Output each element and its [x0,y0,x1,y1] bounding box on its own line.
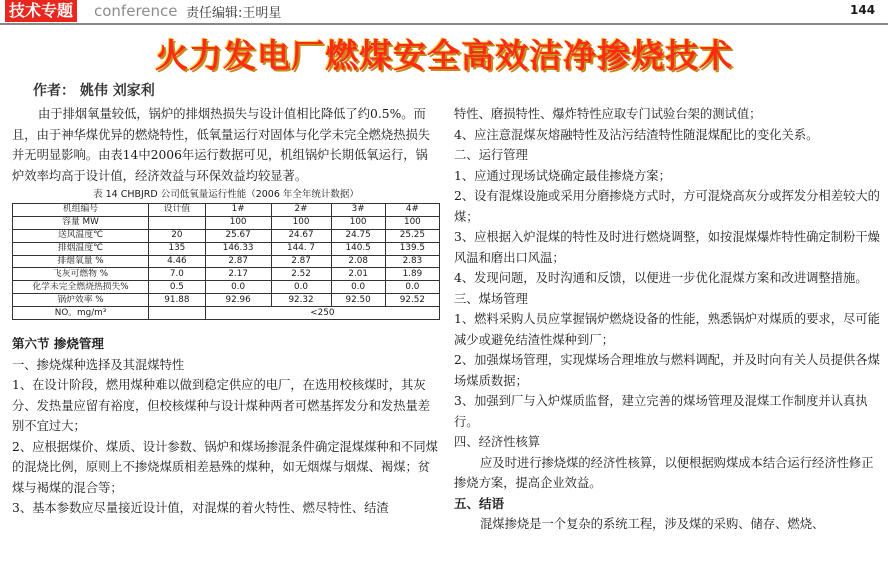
list-item: 3、基本参数应尽量接近设计值，对混煤的着火特性、燃尽特性、结渣 [12,501,389,516]
table-cell: 140.5 [331,242,385,255]
table-cell: 92.96 [205,294,271,307]
spacer [12,320,440,334]
row-label-cell: 锅炉效率 % [13,294,149,307]
list-item: 2、应根据煤价、煤质、设计参数、锅炉和煤场掺混条件确定混煤煤种和不同煤的混烧比例，原则上不掺烧煤质相差悬殊的煤种，如无烟煤与烟煤、褐煤；贫煤与褐煤的混合等； [12,439,438,495]
list-item: 4、应注意混煤灰熔融特性及沾污结渣特性随混煤配比的变化关系。 [454,127,819,142]
table-header-cell: 2# [271,204,331,217]
table-cell: <250 [205,307,439,320]
page-number: 144 [850,3,876,17]
table-caption: 表 14 CHBJRD 公司低氧量运行性能（2006 年全年统计数据） [93,189,359,200]
table-row [13,216,440,229]
table-header-cell: 3# [331,204,385,217]
editor-credit: 责任编辑:王明星 [186,6,282,21]
table-cell: 24.67 [271,229,331,242]
header-divider [0,23,888,25]
list-item: 1、应通过现场试烧确定最佳掺烧方案； [454,168,671,183]
continued-text: 特性、磨损特性、爆炸特性应取专门试验台架的测试值； [454,107,762,121]
table-cell: 24.75 [331,229,385,242]
table-cell: 144. 7 [271,242,331,255]
table-header-row [13,204,440,217]
conference-label: conference [94,2,178,20]
table-cell: 2.87 [271,255,331,268]
table-cell: 139.5 [385,242,439,255]
right-column [454,104,884,535]
table-cell: 4.46 [149,255,206,268]
list-item: 3、加强到厂与入炉煤质监督，建立完善的煤场管理及混煤工作制度并认真执行。 [454,394,868,429]
row-label-cell: NO。mg/m³ [13,307,149,320]
row-label-cell: 化学未完全燃烧热损失% [13,281,149,294]
article-title: 火力发电厂燃煤安全高效洁净掺烧技术 [155,36,733,75]
list-item: 4、发现问题，及时沟通和反馈，以便进一步优化混煤方案和改进调整措施。 [454,271,868,285]
table-cell: 25.67 [205,229,271,242]
table-row [13,307,440,320]
row-label-cell: 飞灰可燃物 % [13,268,149,281]
table-cell: 2.87 [205,255,271,268]
table-cell: 92.50 [331,294,385,307]
table-cell: 2.01 [331,268,385,281]
subsection-heading: 四、经济性核算 [454,435,541,449]
row-label-cell: 排烟温度℃ [13,242,149,255]
table-header-cell: 设计值 [149,204,206,217]
table-cell: 100 [205,216,271,229]
conclusion-heading: 五、结语 [454,495,505,511]
table-cell: 100 [271,216,331,229]
table-row [13,281,440,294]
list-item: 1、燃料采购人员应掌握锅炉燃烧设备的性能，熟悉锅炉对煤质的要求，尽可能减少或避免结渣性煤种到厂； [454,312,880,347]
table-cell: 0.5 [149,281,206,294]
list-item: 1、在设计阶段，燃用煤种难以做到稳定供应的电厂，在选用校核煤时，其灰分、发热量应留有裕度，但校核煤种与设计煤种两者可燃基挥发分和发热量差别不宜过大； [12,378,431,434]
intro-paragraph: 由于排烟氧量较低，锅炉的排烟热损失与设计值相比降低了约0.5%。而且，由于神华煤优异的燃烧特性，低氧量运行对固体与化学未完全燃烧热损失并无明显影响。由表14中2006年运行数据可见，机组锅炉长期低氧运行，锅炉效率均高于设计值，经济效益与环保效益均较显著。 [12,107,431,183]
row-label-cell: 容量 MW [13,216,149,229]
article-authors: 作者： 姚伟 刘家利 [33,83,155,99]
table-cell [149,216,206,229]
table-cell: 2.08 [331,255,385,268]
left-column [12,104,440,519]
table-cell: 2.83 [385,255,439,268]
table-cell: 7.0 [149,268,206,281]
table-cell: 92.32 [271,294,331,307]
conclusion-paragraph: 混煤掺烧是一个复杂的系统工程，涉及煤的采购、储存、燃烧、 [480,517,825,531]
subsection-heading: 三、煤场管理 [454,291,528,306]
table-cell: 0.0 [205,281,271,294]
table-cell: 91.88 [149,294,206,307]
table-header-cell: 1# [205,204,271,217]
table-cell: 92.52 [385,294,439,307]
table-header-cell: 4# [385,204,439,217]
table-row [13,229,440,242]
table-cell: 0.0 [271,281,331,294]
section-heading: 第六节 掺烧管理 [12,336,104,352]
table-cell: 25.25 [385,229,439,242]
table-cell: 100 [331,216,385,229]
subsection-heading: 二、运行管理 [454,148,528,162]
economics-paragraph: 应及时进行掺烧煤的经济性核算，以便根据购煤成本结合运行经济性修正掺烧方案，提高企业效益。 [454,455,874,490]
subsection-heading: 一、掺烧煤种选择及其混煤特性 [12,357,185,372]
table-cell: 0.0 [385,281,439,294]
list-item: 2、设有混煤设施或采用分磨掺烧方式时，方可混烧高灰分或挥发分相差较大的煤； [454,189,880,224]
list-item: 3、应根据入炉混煤的特性及时进行燃烧调整，如按混煤爆炸特性确定制粉干燥风温和磨出口风温； [454,230,880,265]
table-row [13,255,440,268]
table-cell: 20 [149,229,206,242]
row-label-cell: 送风温度℃ [13,229,149,242]
table-cell [149,307,206,320]
row-label-cell: 排烟氧量 % [13,255,149,268]
table-cell: 2.17 [205,268,271,281]
table-cell: 2.52 [271,268,331,281]
table-row [13,294,440,307]
section-tag: 技术专题 [5,0,77,22]
page-header [0,0,888,24]
table-cell: 1.89 [385,268,439,281]
operation-data-table [12,203,440,320]
table-cell: 100 [385,216,439,229]
table-row [13,268,440,281]
list-item: 2、加强煤场管理，实现煤场合理堆放与燃料调配，并及时向有关人员提供各煤场煤质数据； [454,353,880,388]
table-cell: 146.33 [205,242,271,255]
table-header-cell: 机组编号 [13,204,149,217]
table-cell: 0.0 [331,281,385,294]
table-row [13,242,440,255]
table-cell: 135 [149,242,206,255]
